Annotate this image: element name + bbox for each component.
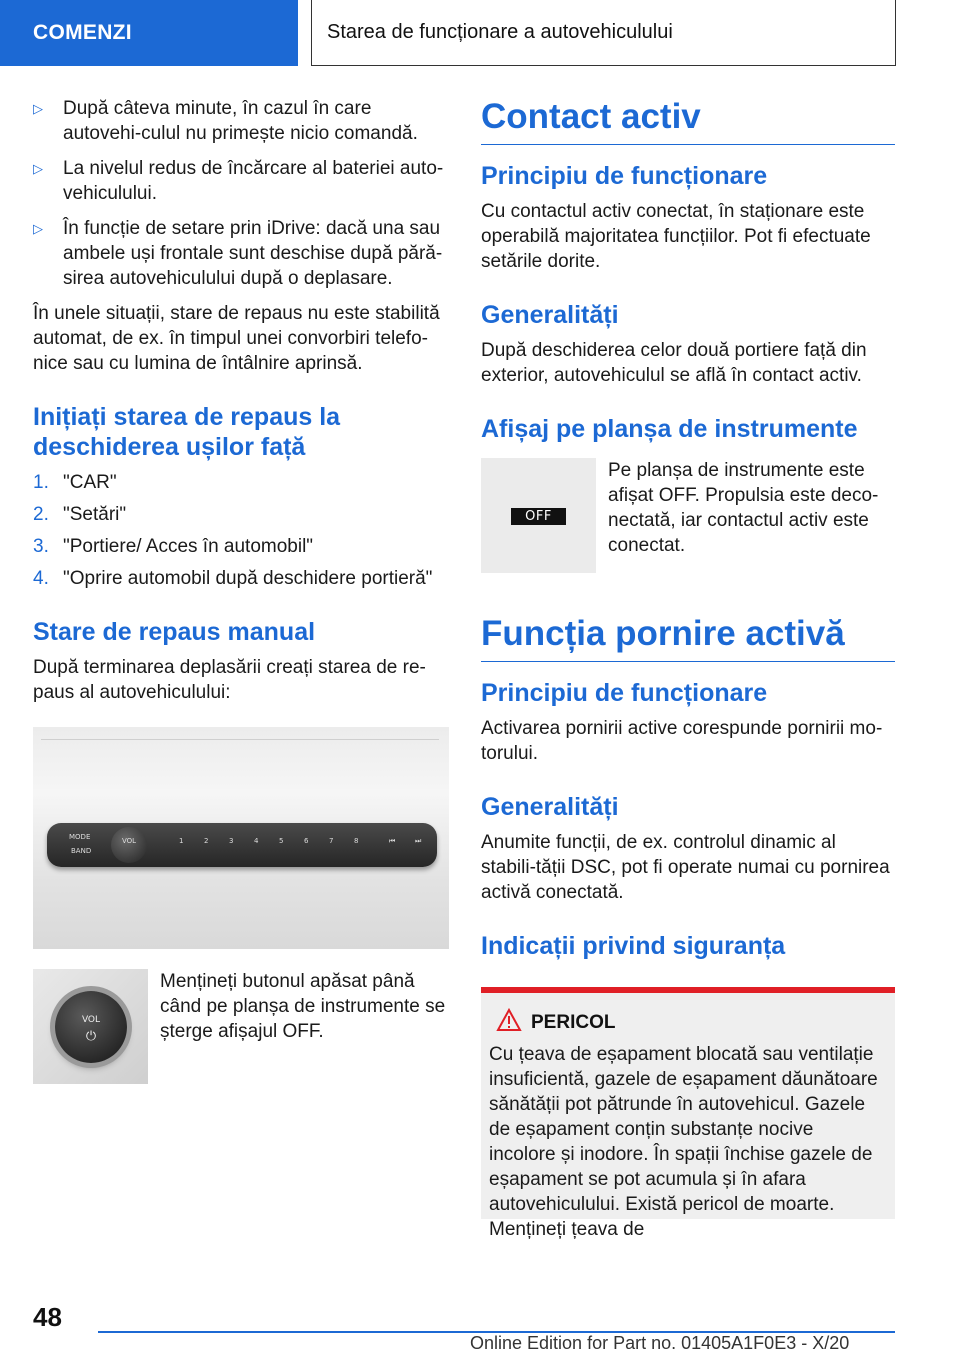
section-heading: Generalități	[481, 793, 619, 821]
list-item	[33, 470, 449, 495]
warning-triangle-icon	[497, 1009, 521, 1036]
mode-label: MODE	[69, 833, 91, 841]
off-display-block	[481, 458, 895, 573]
paragraph: Cu contactul activ conectat, în staționare este operabilă majoritatea funcțiilor. Pot fi efectuate setările dorite.	[481, 201, 871, 272]
page-running-title: Starea de funcționare a autovehiculului	[311, 0, 896, 66]
triangle-bullet-icon: ▷	[33, 221, 43, 236]
volume-knob-icon	[111, 827, 147, 863]
paragraph: Anumite funcții, de ex. controlul dinamic al stabili-tății DSC, pot fi operate numai cu pornirea activă conectată.	[481, 832, 890, 903]
preset-4: 4	[254, 837, 259, 845]
list-item	[33, 502, 449, 527]
off-badge: OFF	[511, 508, 566, 525]
skip-back-icon: ⏮	[389, 837, 396, 845]
section-heading: Stare de repaus manual	[33, 618, 316, 646]
list-item	[33, 566, 449, 591]
list-item	[33, 534, 449, 559]
step-text: "Portiere/ Acces în automobil"	[63, 536, 314, 557]
step-number: 1.	[33, 472, 49, 493]
triangle-bullet-icon: ▷	[33, 101, 43, 116]
danger-header	[497, 1009, 885, 1036]
list-item	[33, 156, 449, 206]
list-item	[33, 96, 449, 146]
chapter-tab: COMENZI	[0, 0, 298, 66]
preset-6: 6	[304, 837, 309, 845]
paragraph: Activarea pornirii active corespunde pornirii mo-torului.	[481, 718, 883, 764]
page-number: 48	[33, 1302, 62, 1332]
paragraph: După deschiderea celor două portiere față din exterior, autovehiculul se află în contact activ.	[481, 340, 867, 386]
paragraph: În unele situații, stare de repaus nu este stabilită automat, de ex. în timpul unei convorbiri telefo-nice sau cu lumina de întâlnire aprinsă.	[33, 303, 440, 374]
paragraph: După terminarea deplasării creați starea de re-paus al autovehiculului:	[33, 657, 426, 703]
preset-2: 2	[204, 837, 209, 845]
bullet-text: După câteva minute, în cazul în care autovehi-culul nu primește nicio comandă.	[63, 98, 418, 144]
off-display-image	[481, 458, 596, 573]
danger-text: Cu țeava de eșapament blocată sau ventilație insuficientă, gazele de eșapament dăunătoare sănătății pot pătrunde în autovehicul. Gazele de eșapament conțin substanțe nocive incolore și inodore. În spații închise gazele de eșapament se pot acumula și în afara autovehiculului. Există pericol de moarte. Mențineți țeava de	[489, 1044, 878, 1240]
step-text: "CAR"	[63, 472, 117, 493]
danger-title: PERICOL	[531, 1011, 616, 1033]
step-number: 3.	[33, 536, 49, 557]
section-heading: Indicații privind siguranța	[481, 932, 786, 960]
display-text: Pe planșa de instrumente este afișat OFF. Propulsia este deco-nectată, iar contactul activ este conectat.	[608, 460, 879, 556]
volume-button-photo	[33, 969, 148, 1084]
vol-label: VOL	[81, 1015, 101, 1025]
band-label: BAND	[71, 847, 92, 855]
left-column	[33, 96, 449, 1084]
section-heading: Generalități	[481, 301, 619, 329]
list-item	[33, 216, 449, 291]
preset-7: 7	[329, 837, 334, 845]
preset-3: 3	[229, 837, 234, 845]
danger-warning-box	[481, 987, 895, 1240]
bullet-text: În funcție de setare prin iDrive: dacă una sau ambele uși frontale sunt deschise după pără-sirea autovehiculului după o deplasare.	[63, 218, 443, 289]
preset-1: 1	[179, 837, 184, 845]
vol-label: VOL	[122, 837, 137, 845]
radio-panel-photo	[33, 727, 449, 949]
right-column	[481, 96, 895, 1240]
step-number: 2.	[33, 504, 49, 525]
chapter-heading: Contact activ	[481, 96, 895, 145]
hold-text: Mențineți butonul apăsat până când pe planșa de instrumente se șterge afișajul OFF.	[160, 971, 446, 1042]
step-number: 4.	[33, 568, 49, 589]
section-heading: Principiu de funcționare	[481, 679, 768, 707]
step-text: "Oprire automobil după deschidere portieră"	[63, 568, 433, 589]
bullet-text: La nivelul redus de încărcare al bateriei auto-vehiculului.	[63, 158, 444, 204]
power-icon: ⏻	[85, 1028, 97, 1043]
triangle-bullet-icon: ▷	[33, 161, 43, 176]
step-text: "Setări"	[63, 504, 127, 525]
section-heading: Inițiați starea de repaus la deschiderea ușilor față	[33, 403, 341, 461]
skip-forward-icon: ⏭	[415, 837, 422, 845]
footer-edition: Online Edition for Part no. 01405A1F0E3 - X/20	[470, 1333, 850, 1353]
section-heading: Afișaj pe planșa de instrumente	[481, 415, 858, 443]
hold-button-instruction	[33, 969, 449, 1084]
section-heading: Principiu de funcționare	[481, 162, 768, 190]
radio-control-strip	[47, 823, 437, 867]
preset-8: 8	[354, 837, 359, 845]
dash-trim	[41, 739, 439, 740]
chapter-heading: Funcția pornire activă	[481, 613, 895, 662]
preset-5: 5	[279, 837, 284, 845]
volume-knob-icon	[55, 991, 127, 1063]
